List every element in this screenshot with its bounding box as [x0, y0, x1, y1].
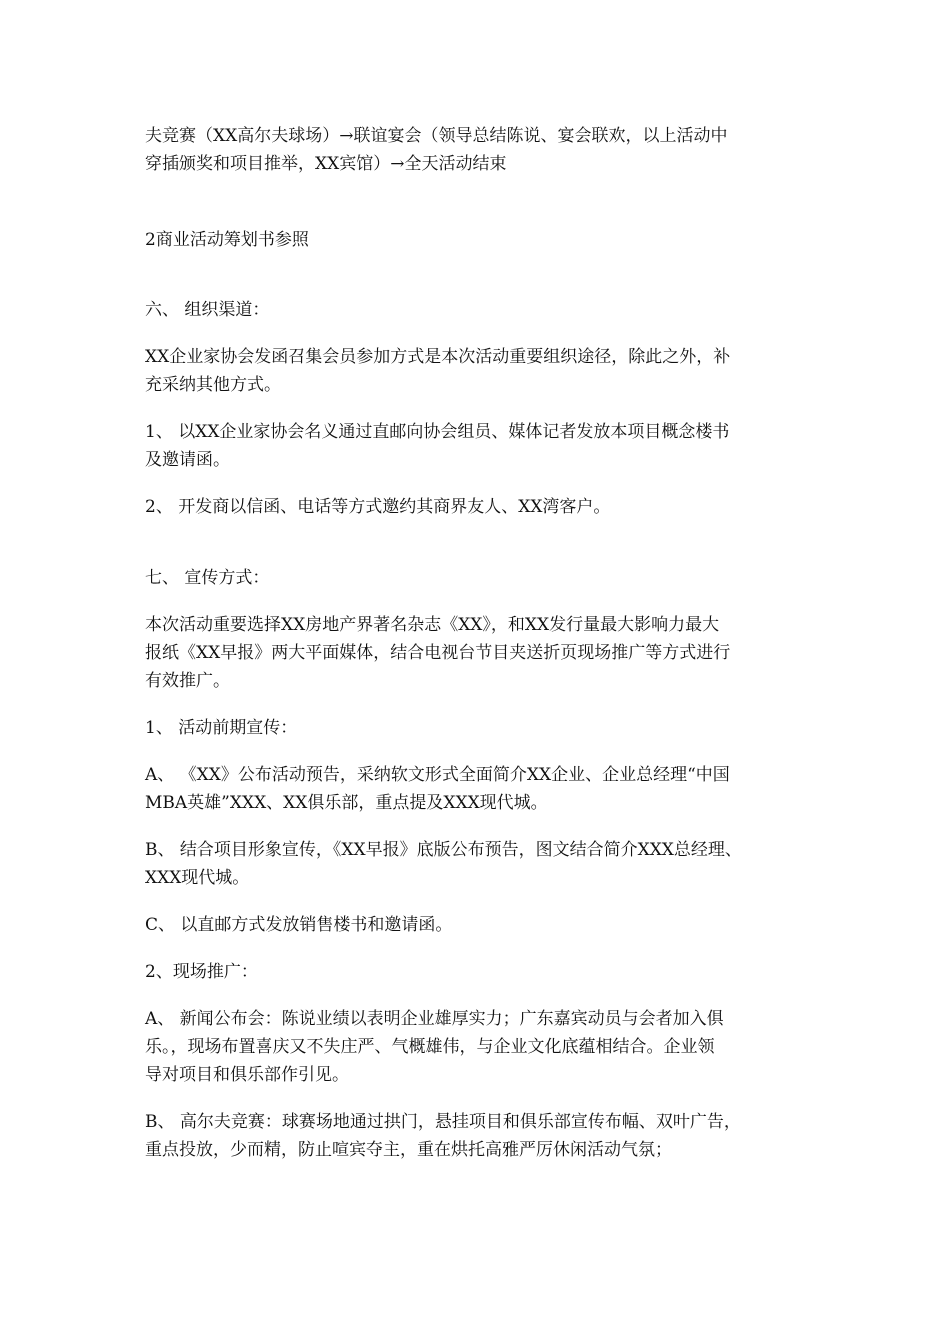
paragraph-schedule	[145, 122, 817, 178]
list-item	[145, 958, 817, 986]
document-body	[145, 122, 817, 1164]
list-item	[145, 1005, 817, 1089]
text-line: XX企业家协会发函召集会员参加方式是本次活动重要组织途径，除此之外，补	[145, 347, 731, 367]
text-line: A、 新闻公布会：陈说业绩以表明企业雄厚实力；广东嘉宾动员与会者加入俱	[145, 1009, 724, 1029]
text-line: 重点投放，少而精，防止喧宾夺主，重在烘托高雅严厉休闲活动气氛；	[145, 1140, 672, 1160]
text-line: 六、 组织渠道：	[145, 300, 270, 320]
text-line: 有效推广。	[145, 671, 230, 691]
section-heading	[145, 564, 817, 592]
text-line: 穿插颁奖和项目推举，XX宾馆）→全天活动结束	[145, 154, 507, 174]
text-line: B、 结合项目形象宣传，《XX早报》底版公布预告，图文结合简介XXX总经理、	[145, 840, 742, 860]
text-line: 1、 活动前期宣传：	[145, 718, 298, 738]
text-line: C、 以直邮方式发放销售楼书和邀请函。	[145, 915, 453, 935]
list-item	[145, 911, 817, 939]
list-item	[145, 493, 817, 521]
text-line: 2商业活动筹划书参照	[145, 230, 309, 250]
paragraph	[145, 343, 817, 399]
list-item	[145, 761, 817, 817]
text-line: 导对项目和俱乐部作引见。	[145, 1065, 349, 1085]
text-line: 七、 宣传方式：	[145, 568, 270, 588]
text-line: A、 《XX》公布活动预告，采纳软文形式全面简介XX企业、企业总经理“中国	[145, 765, 730, 785]
text-line: 2、 开发商以信函、电话等方式邀约其商界友人、XX湾客户。	[145, 497, 611, 517]
list-item	[145, 836, 817, 892]
list-item	[145, 714, 817, 742]
text-line: 1、 以XX企业家协会名义通过直邮向协会组员、媒体记者发放本项目概念楼书	[145, 422, 730, 442]
section-heading	[145, 296, 817, 324]
text-line: B、 高尔夫竞赛：球赛场地通过拱门，悬挂项目和俱乐部宣传布幅、双叶广告，	[145, 1112, 741, 1132]
text-line: 及邀请函。	[145, 450, 230, 470]
text-line: 2、现场推广：	[145, 962, 258, 982]
text-line: 报纸《XX早报》两大平面媒体，结合电视台节目夹送折页现场推广等方式进行	[145, 643, 731, 663]
text-line: MBA英雄”XXX、XX俱乐部，重点提及XXX现代城。	[145, 793, 548, 813]
text-line: 乐。，现场布置喜庆又不失庄严、气概雄伟，与企业文化底蕴相结合。企业领	[145, 1037, 715, 1057]
text-line: 充采纳其他方式。	[145, 375, 281, 395]
list-item	[145, 418, 817, 474]
section-heading	[145, 226, 817, 254]
text-line: 本次活动重要选择XX房地产界著名杂志《XX》，和XX发行量最大影响力最大	[145, 615, 720, 635]
text-line: XXX现代城。	[145, 868, 250, 888]
list-item	[145, 1108, 817, 1164]
text-line: 夫竞赛（XX高尔夫球场）→联谊宴会（领导总结陈说、宴会联欢，以上活动中	[145, 126, 728, 146]
paragraph	[145, 611, 817, 695]
